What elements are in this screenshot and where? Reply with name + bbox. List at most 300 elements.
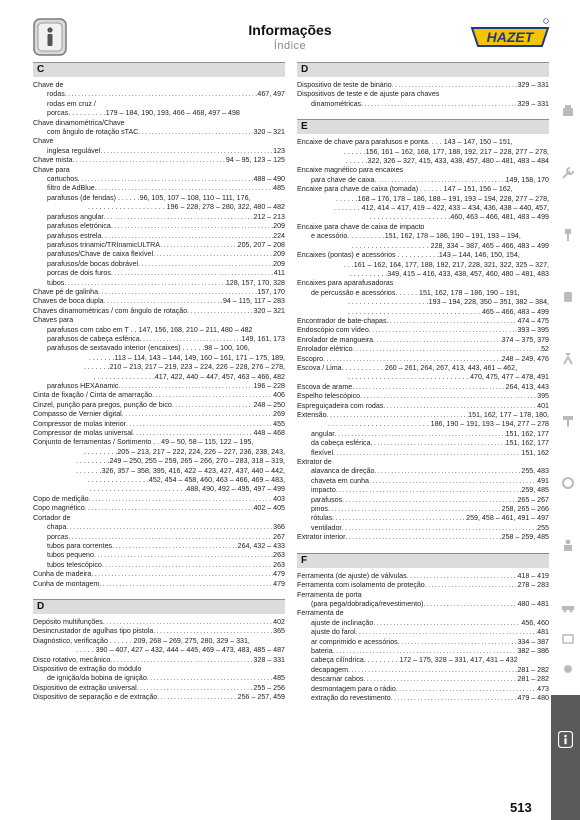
index-entry	[297, 666, 549, 675]
index-term: Encontrador de bate-chapas	[297, 316, 387, 325]
index-page-ref: 149, 158, 170	[505, 175, 549, 184]
index-term: da cabeça esférica	[311, 439, 371, 448]
index-entry	[297, 638, 549, 647]
dot-leader	[332, 514, 466, 523]
index-term: e acessório. . . . . . . . . .151, 162, 178 – 186, 190 – 191, 193 – 194,	[311, 232, 521, 241]
dot-leader	[140, 335, 242, 344]
index-term: Endoscópio com vídeo	[297, 326, 369, 335]
index-entry	[297, 694, 549, 703]
index-term: chapa	[47, 523, 67, 532]
dot-leader	[323, 355, 502, 364]
index-term: Extensão	[297, 411, 327, 419]
dot-leader	[356, 628, 538, 637]
index-page-ref: 374 – 375, 379	[501, 335, 549, 344]
tab-car-icon[interactable]	[555, 600, 580, 614]
index-page-ref: 365	[273, 627, 285, 636]
tab-screwdriver-icon[interactable]	[555, 228, 580, 242]
index-page-ref: 402 – 405	[253, 504, 285, 513]
index-page-ref: 259, 458 – 461, 491 – 497	[466, 514, 549, 523]
dot-leader	[371, 439, 506, 448]
index-entry	[297, 619, 549, 628]
index-entry	[297, 81, 549, 90]
index-entry	[33, 504, 285, 513]
index-heading: Dispositivo de extração do módulo	[33, 664, 142, 673]
page-title: Informações	[248, 22, 332, 38]
index-term: parafusos/Chave de caixa flexível	[47, 250, 154, 259]
index-entry	[297, 685, 549, 694]
index-page-refs: . . . . . . . . .205 – 213, 217 – 222, 224, 226 – 227, 236, 238, 243,	[83, 447, 285, 456]
index-term: decapagem	[311, 665, 349, 674]
index-term: parafusos/de bocas dobrável	[47, 259, 139, 268]
index-entry	[297, 185, 549, 194]
index-entry	[297, 100, 549, 109]
index-column-left	[33, 62, 285, 703]
index-entry	[33, 570, 285, 579]
dot-leader	[398, 638, 518, 647]
tab-compressor-icon[interactable]	[555, 662, 580, 676]
page-subtitle: Índice	[273, 40, 307, 52]
dot-leader	[391, 694, 518, 703]
index-term: tubos	[47, 278, 65, 287]
index-entry	[33, 438, 285, 447]
index-term: Dispositivo de separação e de extração	[33, 693, 158, 702]
index-entry	[33, 533, 285, 542]
index-term: parafusos de cabeça esférica	[47, 334, 140, 343]
index-term: parafusos de sextavado interior (encaixes) . . . . . .98 – 100, 106,	[47, 344, 250, 353]
index-term: tubos telescópico	[47, 560, 102, 569]
tab-worker-icon[interactable]	[555, 538, 580, 552]
index-entry	[33, 175, 285, 184]
index-page-ref: 406	[273, 391, 285, 400]
index-page-ref: 255 – 256	[253, 683, 285, 692]
index-term: Compressor de molas interior	[33, 419, 127, 428]
dot-leader	[373, 336, 502, 345]
index-entry	[297, 675, 549, 684]
index-page-ref: 480 – 481	[517, 599, 549, 608]
dot-leader	[335, 430, 506, 439]
page-number: 513	[510, 800, 532, 815]
index-entry	[297, 411, 549, 420]
index-term: Desincrustador de agulhas tipo pistola	[33, 627, 154, 636]
index-heading: rodas em cruz /	[47, 99, 96, 108]
dot-leader	[407, 572, 518, 581]
index-entry	[297, 496, 549, 505]
index-term: filtro de AdBlue	[47, 184, 95, 193]
dot-leader	[66, 523, 273, 532]
index-term: (para pega/dobradiça/revestimento)	[311, 599, 424, 608]
index-page-ref: 401	[537, 401, 549, 410]
index-page-ref: 258, 265 – 266	[501, 505, 549, 514]
index-heading: Ferramenta de porta	[297, 590, 362, 599]
dot-leader	[137, 684, 254, 693]
index-page-ref: 263	[273, 560, 285, 569]
index-page-ref: 151, 162, 177 – 178, 180,	[468, 411, 549, 419]
index-page-ref: 256 – 257, 459	[237, 693, 285, 702]
index-term: angular	[311, 429, 335, 438]
dot-leader	[373, 619, 521, 628]
dot-leader	[352, 383, 505, 392]
index-term: ajuste de inclinação	[311, 618, 374, 627]
section-header: E	[297, 119, 549, 134]
index-entry	[33, 147, 285, 156]
index-entry	[297, 383, 549, 392]
dot-leader	[91, 570, 273, 579]
index-page-ref: 473	[537, 684, 549, 693]
index-page-ref: 205, 207 – 208	[237, 240, 285, 249]
dot-leader	[361, 100, 517, 109]
tab-workshop-icon[interactable]	[555, 632, 580, 646]
index-term: Copo magnético	[33, 504, 85, 513]
index-page-ref: 402	[273, 617, 285, 626]
index-term: Dispositivo de teste de binário	[297, 81, 392, 89]
index-entry	[33, 279, 285, 288]
index-page-ref: 448 – 468	[253, 429, 285, 438]
index-term: cartuchos	[47, 175, 78, 184]
index-term: Enrolador de mangueira	[297, 335, 374, 344]
svg-text:HAZET: HAZET	[486, 29, 534, 45]
dot-leader	[383, 402, 537, 411]
index-entry	[33, 401, 285, 410]
info-tab-icon	[558, 731, 573, 748]
index-term: rótulas	[311, 514, 333, 523]
tab-wrench-icon[interactable]	[555, 166, 580, 180]
dot-leader	[342, 496, 517, 505]
index-page-ref: 196 – 228	[253, 382, 285, 390]
index-term: de ignição/da bobina de ignição	[47, 674, 147, 683]
index-term: Cunha de madeira	[33, 570, 92, 579]
index-term: pinos	[311, 505, 328, 514]
index-entry	[33, 420, 285, 429]
index-page-ref: 479 – 480	[517, 693, 549, 702]
index-page-ref: 258 – 259, 485	[501, 533, 549, 542]
index-page-ref: 151, 162, 177	[505, 439, 549, 448]
dot-leader	[387, 317, 518, 326]
tab-pliers-icon[interactable]	[555, 352, 580, 366]
index-page-ref: 267	[273, 532, 285, 541]
index-term: Encaixe de chave para parafusos e ponta. . . . 143 – 147, 150 – 151,	[297, 138, 513, 147]
index-term: descarnar cabos	[311, 675, 364, 684]
dot-leader	[353, 345, 542, 354]
index-entry	[33, 580, 285, 589]
index-entry	[297, 392, 549, 401]
dot-leader	[363, 675, 517, 684]
index-page-refs: . . . . . . .210 – 213, 217 – 219, 223 – 224, 226 – 228, 276 – 278,	[83, 363, 285, 372]
index-term: tubos para correntes	[47, 541, 113, 550]
index-page-refs: . . . . . .168 – 176, 178 – 186, 188 – 191, 193 – 194, 228, 277 – 278,	[336, 194, 549, 203]
dot-leader	[104, 297, 223, 306]
dot-leader	[98, 288, 257, 297]
dot-leader	[65, 90, 258, 99]
index-page-ref: 488 – 490	[253, 175, 285, 184]
dot-leader	[392, 81, 518, 90]
tab-gauge-icon[interactable]	[555, 476, 580, 490]
index-page-ref: 281 – 282	[517, 675, 549, 684]
dot-leader	[369, 326, 518, 335]
index-page-refs: . . . . . . . . . . . . . . . . . . . . . . . . . . . . . . . 470, 475, 477 – 478, 491	[347, 373, 549, 382]
index-page-ref: 255	[537, 523, 549, 532]
index-term: Ferramenta (de ajuste) de válvulas	[297, 571, 407, 580]
index-heading: Chave de	[33, 81, 64, 89]
index-page-ref: 395	[537, 392, 549, 401]
index-entry	[33, 250, 285, 259]
dot-leader	[110, 656, 253, 665]
dot-leader	[369, 477, 537, 486]
dot-leader	[425, 581, 518, 590]
index-term: ajuste do farol	[311, 628, 356, 637]
index-page-ref: 411	[273, 269, 285, 278]
index-page-ref: 52	[541, 345, 549, 354]
index-page-ref: 328 – 331	[253, 655, 285, 664]
index-term: extração do revestimento	[311, 693, 391, 702]
index-page-ref: 94 – 115, 117 – 283	[222, 297, 285, 306]
index-entry	[33, 90, 285, 99]
tab-hammer-icon[interactable]	[555, 414, 580, 428]
index-page-ref: 157, 170	[257, 287, 285, 296]
index-entry	[297, 317, 549, 326]
index-term: de percussão e acessórios. . . . . . 151, 162, 178 – 186, 190 – 191,	[311, 288, 520, 297]
index-entry	[33, 551, 285, 560]
index-term: Chave pé de galinha	[33, 287, 99, 296]
index-entry	[33, 156, 285, 165]
index-entry	[297, 364, 549, 373]
index-entry	[297, 326, 549, 335]
index-page-ref: 456, 460	[521, 618, 549, 627]
index-term: parafusos estrela	[47, 231, 102, 240]
index-term: chaveta em cunha	[311, 476, 369, 485]
index-page-ref: 123	[273, 146, 285, 155]
index-term: Escova / Lima. . . . . . . . . . . 260 – 261, 264, 267, 413, 443, 461 – 462,	[297, 363, 518, 372]
index-entry	[297, 402, 549, 411]
index-entry	[297, 486, 549, 495]
dot-leader	[99, 580, 273, 589]
index-entry	[33, 674, 285, 683]
dot-leader	[333, 449, 521, 458]
index-entry	[33, 109, 285, 118]
index-page-ref: 263	[273, 551, 285, 560]
index-entry	[297, 647, 549, 656]
index-page-ref: 151, 162	[521, 448, 549, 457]
index-term: Compressor de molas universal	[33, 429, 133, 438]
index-entry	[33, 523, 285, 532]
index-term: Espreguiçadeira com rodas	[297, 401, 384, 410]
index-term: cabeça cilíndrica. . . . . . . . . 172 – 175, 328 – 331, 417, 431 – 432	[311, 656, 518, 665]
index-term: rodas	[47, 90, 65, 99]
index-term: para chave de caixa	[311, 175, 375, 184]
dot-leader	[328, 505, 502, 514]
index-page-refs: . . . . . . . . . . . . . . . .417, 422, 440 – 447, 457, 463 – 466, 482	[93, 372, 285, 381]
index-term: parafusos (de fendas) . . . . . .96, 105, 107 – 108, 110 – 111, 176,	[47, 193, 251, 202]
index-entry	[33, 382, 285, 391]
index-term: Enrolador elétrico	[297, 345, 353, 354]
index-entry	[33, 344, 285, 353]
index-entry	[297, 430, 549, 439]
index-term: ar comprimido e acessórios	[311, 637, 398, 646]
index-term: inglesa regulável	[47, 146, 101, 155]
dot-leader	[122, 410, 273, 419]
tab-socket-icon[interactable]	[555, 290, 580, 304]
index-term: Encaixes (pontas) e acessórios . . . . . . . . . . .143 – 144, 146, 150, 154,	[297, 251, 520, 260]
index-term: Cinzel, punção para pregos, punção de bico	[33, 400, 172, 409]
index-term: com ângulo de rotação sTAC	[47, 128, 139, 137]
index-term: porcas de dois furos	[47, 269, 111, 278]
index-term: dinamométricas	[311, 99, 362, 108]
index-page-ref: 269	[273, 410, 285, 419]
index-entry	[297, 572, 549, 581]
index-page-ref: 481	[537, 628, 549, 637]
index-page-ref: 403	[273, 494, 285, 503]
index-page-ref: 179 – 184, 190, 193, 466 – 468, 497 – 498	[105, 109, 240, 118]
index-entry	[33, 307, 285, 316]
index-entry	[33, 693, 285, 702]
index-page-ref: 265 – 267	[517, 495, 549, 504]
dot-leader	[346, 533, 502, 542]
index-entry	[33, 241, 285, 250]
index-entry	[33, 627, 285, 636]
index-term: porcas. . . . . . . . . .	[47, 109, 106, 118]
index-page-ref: 455	[273, 419, 285, 428]
index-entry	[33, 297, 285, 306]
index-term: Espelho telescópico	[297, 392, 361, 401]
index-page-ref: 248 – 250	[253, 400, 285, 409]
index-page-refs: . . . . . . . . . . . . . . . .452, 454 – 458, 460, 463 – 466, 469 – 483,	[87, 476, 285, 485]
index-entry	[33, 391, 285, 400]
index-term: desmontagem para o rádio	[311, 684, 396, 693]
index-page-ref: 320 – 321	[253, 128, 285, 137]
index-heading: Chave	[33, 137, 54, 146]
index-entry	[33, 561, 285, 570]
index-page-ref: 281 – 282	[517, 665, 549, 674]
index-page-refs: . . . . . . . . . .349, 415 – 416, 433, 438, 457, 460, 480 – 481, 483	[349, 269, 549, 278]
dot-leader	[133, 429, 254, 438]
index-page-ref: 329 – 331	[517, 81, 549, 89]
index-entry	[33, 194, 285, 203]
index-entry	[297, 355, 549, 364]
dot-leader	[172, 401, 254, 410]
index-page-ref: 467, 497	[257, 90, 285, 99]
index-page-ref: 320 – 321	[253, 306, 285, 315]
index-entry	[33, 222, 285, 231]
index-term: parafusos	[311, 495, 343, 504]
index-entry	[33, 260, 285, 269]
dot-leader	[327, 411, 469, 420]
dot-leader	[103, 618, 273, 627]
index-page-refs: . . . . . . . 412, 414 – 417, 419 – 422, 433 – 434, 436, 438 – 440, 457,	[334, 204, 549, 213]
dot-leader	[396, 685, 537, 694]
index-page-refs: . . . . . . . . . . . . . . . . . . . . 228, 334 – 387, 465 – 466, 483 – 499	[351, 241, 549, 250]
index-page-ref: 278 – 283	[517, 581, 549, 590]
dot-leader	[342, 524, 537, 533]
index-entry	[297, 467, 549, 476]
dot-leader	[112, 542, 238, 551]
dot-leader	[64, 279, 225, 288]
tab-tools-icon[interactable]	[555, 104, 580, 118]
index-page-ref: 151, 162, 177	[505, 429, 549, 438]
index-entry	[297, 656, 549, 665]
index-page-ref: 366	[273, 523, 285, 532]
index-term: Disco rotativo, mecânico	[33, 655, 111, 664]
index-entry	[33, 288, 285, 297]
index-entry	[33, 232, 285, 241]
index-entry	[297, 505, 549, 514]
section-header: C	[33, 62, 285, 77]
index-heading: Cortador de	[33, 513, 71, 522]
tab-info-active[interactable]	[551, 695, 580, 820]
dot-leader	[375, 467, 522, 476]
index-term: alavanca de direção	[311, 467, 375, 476]
index-term: Depósito multifunções	[33, 617, 103, 626]
index-entry	[33, 326, 285, 335]
index-page-ref: 474 – 475	[517, 316, 549, 325]
index-term: impacto	[311, 486, 336, 495]
index-heading: Encaixe magnético para encaixes	[297, 166, 404, 175]
index-term: flexível	[311, 448, 334, 457]
index-entry	[297, 628, 549, 637]
index-entry	[297, 336, 549, 345]
dot-leader	[157, 693, 237, 702]
index-page-ref: 264, 413, 443	[505, 382, 549, 391]
dot-leader	[126, 420, 273, 429]
index-term: Copo de medição	[33, 494, 89, 503]
index-term: Cunha de montagem	[33, 579, 100, 588]
index-page-refs: . . . . . . . . . . . . . . . . . . . . .193 – 194, 228, 350 – 351, 382 – 384,	[347, 298, 549, 307]
dot-leader	[72, 156, 225, 165]
dot-leader	[423, 600, 517, 609]
index-term: parafusos com cabo em T . . 147, 156, 168, 210 – 211, 480 – 482	[47, 325, 253, 334]
dot-leader	[348, 666, 517, 675]
index-page-ref: 212 – 213	[253, 212, 285, 221]
dot-leader	[147, 674, 273, 683]
index-page-refs: . . . . . . .113 – 114, 143 – 144, 149, 160 – 161, 171 – 175, 189,	[88, 353, 285, 362]
index-page-ref: 329 – 331	[517, 99, 549, 108]
index-entry	[297, 524, 549, 533]
index-page-ref: 485	[273, 184, 285, 193]
index-heading: Chave para	[33, 165, 70, 174]
index-entry	[33, 335, 285, 344]
index-page-refs: . . . . . . . . . . . . . . . . . . . . . . . . . . . . . . . . . . 465 – 466, 483 – 499	[347, 307, 549, 316]
dot-leader	[360, 392, 537, 401]
index-term: porcas	[47, 532, 69, 541]
dot-leader	[101, 232, 273, 241]
index-entry	[33, 429, 285, 438]
index-page-ref: 393 – 395	[517, 326, 549, 335]
index-entry	[33, 269, 285, 278]
index-term: Conjunto de ferramentas / Sortimento . . 49 – 50, 58 – 115, 122 – 195,	[33, 438, 254, 447]
index-term: Dispositivo de extração universal	[33, 683, 137, 692]
index-entry	[33, 637, 285, 646]
index-entry	[297, 138, 549, 147]
dot-leader	[138, 128, 253, 137]
dot-leader	[85, 504, 254, 513]
index-column-right	[297, 62, 549, 703]
index-entry	[33, 128, 285, 137]
index-page-refs: . . . . . .322, 326 – 327, 415, 433, 438, 457, 480 – 481, 483 – 484	[345, 157, 549, 166]
index-page-ref: 248 – 249, 476	[501, 354, 549, 363]
index-page-refs: . . . . . . . . . . . . . . . . . . . . 196 – 228, 278 – 280, 322, 480 – 482	[87, 203, 285, 212]
index-entry	[33, 656, 285, 665]
index-page-ref: 418 – 419	[517, 571, 549, 580]
index-page-ref: 149, 161, 173	[241, 334, 285, 343]
index-page-ref: 334 – 387	[517, 637, 549, 646]
section-header: F	[297, 553, 549, 568]
index-entry	[297, 477, 549, 486]
index-entry	[297, 514, 549, 523]
index-term: Encaixe para chave de caixa (tomada) . . . . . . 147 – 151, 156 – 162,	[297, 185, 513, 194]
index-entry	[297, 439, 549, 448]
index-heading: Chave dinamométrica/Chave	[33, 118, 125, 127]
dot-leader	[118, 382, 253, 391]
brand-logo	[470, 18, 550, 48]
index-term: Escopro	[297, 354, 324, 363]
